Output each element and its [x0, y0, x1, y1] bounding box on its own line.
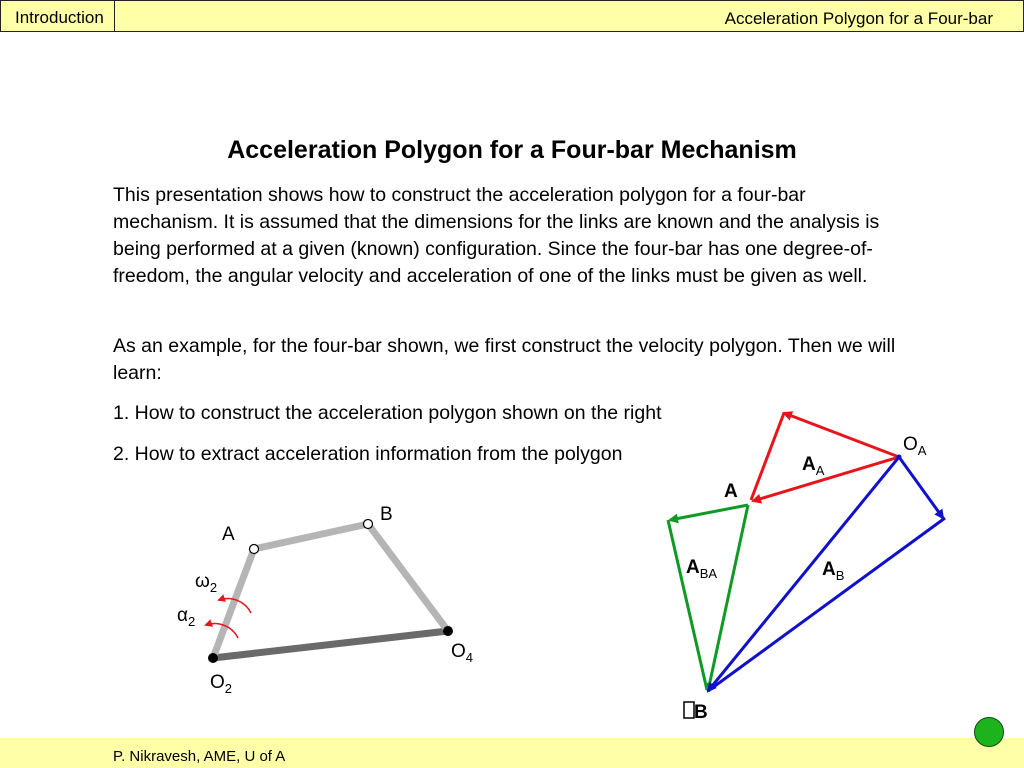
green-vector-left-to-B	[668, 520, 707, 690]
paragraph-intro: This presentation shows how to construct the acceleration polygon for a four-bar mechanism. It is assumed that the dimensions for the links are known and the analysis is being performed at a given (known) configuration. Since the four-bar has one degree-of-freedom, the angular velocity and acceleration of one of the links must be given as well.	[113, 184, 880, 287]
blue-vector-OA-to-right	[899, 457, 943, 518]
joint-A	[250, 545, 259, 554]
red-vector-OA-to-A	[753, 457, 899, 501]
crank-link	[213, 549, 254, 658]
label-ABA: $A_{BA}$	[686, 557, 718, 581]
label-A-vertex: A	[724, 481, 738, 502]
label-O4: $O_4$	[451, 641, 474, 665]
label-AA: $A_A$	[802, 454, 825, 478]
coupler-link	[254, 524, 368, 549]
label-omega2: $\omega_2$	[195, 571, 218, 595]
list-item: 2. How to extract acceleration information from the polygon	[113, 443, 623, 465]
label-B-vertex: B	[694, 702, 708, 723]
label-OA: $O_A$	[903, 434, 927, 458]
origin-OA-dot	[897, 455, 902, 460]
ground-link	[213, 631, 448, 658]
red-vector-OA-to-top	[784, 413, 899, 457]
four-bar-mechanism	[206, 520, 453, 664]
section-label[interactable]: Introduction	[1, 1, 115, 31]
joint-B	[364, 520, 373, 529]
rocker-link	[368, 524, 448, 631]
label-O2: $O_2$	[210, 672, 233, 696]
pivot-O2	[208, 653, 218, 663]
slide-title: Acceleration Polygon for a Four-bar Mechanism	[227, 136, 797, 164]
next-slide-button[interactable]	[974, 717, 1004, 747]
missing-glyph-box	[684, 702, 694, 718]
label-B: B	[380, 504, 393, 525]
paragraph-example: As an example, for the four-bar shown, we first construct the velocity polygon. Then we will learn:	[113, 335, 896, 384]
green-vector-A-to-left	[670, 505, 748, 520]
label-alpha2: $\alpha_2$	[177, 605, 196, 629]
red-vector-top-to-A	[751, 413, 784, 500]
list-item: 1. How to construct the acceleration polygon shown on the right	[113, 402, 662, 424]
header-title: Acceleration Polygon for a Four-bar	[724, 9, 993, 28]
label-A: A	[222, 524, 235, 545]
pivot-O4	[443, 626, 453, 636]
green-vector-A-to-B	[708, 505, 748, 691]
footer-credit: P. Nikravesh, AME, U of A	[113, 748, 286, 765]
label-AB: $A_B$	[822, 559, 845, 583]
